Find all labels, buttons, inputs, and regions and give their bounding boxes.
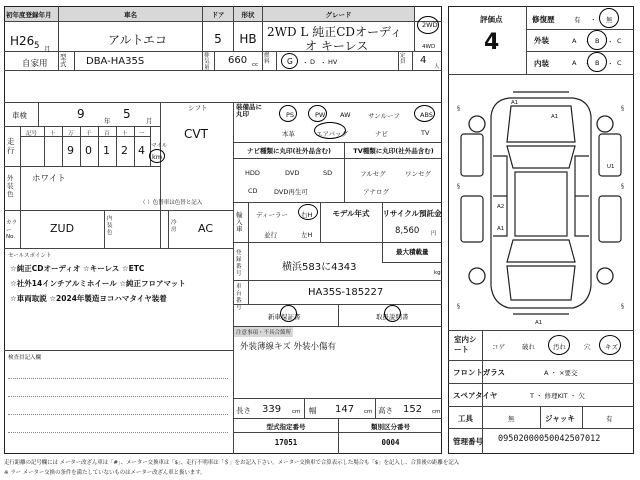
glass-value: A ・ ×要交 bbox=[544, 369, 578, 377]
shape-value: HB bbox=[239, 32, 257, 46]
import-right: 右H bbox=[301, 211, 313, 219]
seat-scratch-circle bbox=[599, 335, 621, 355]
seat-stain: 汚れ bbox=[553, 343, 566, 351]
notes-label: 注意事項・不具合箇所 bbox=[234, 327, 293, 337]
car-name-label: 車名 bbox=[59, 7, 202, 21]
place-ju-man: 十 bbox=[50, 131, 56, 137]
grade-line2: オ キーレス bbox=[305, 39, 369, 53]
int-b: B bbox=[595, 59, 600, 67]
seat-scratch: キズ bbox=[605, 343, 618, 351]
length-unit: cm bbox=[292, 409, 301, 415]
category-value: 0004 bbox=[381, 438, 400, 447]
equip-airbag-circle bbox=[314, 122, 346, 139]
equip-sunroof: サンルーフ bbox=[368, 112, 400, 120]
ext-sep2: ・ bbox=[607, 38, 614, 46]
doors-value: 5 bbox=[214, 32, 222, 46]
equip-aw: AW bbox=[340, 111, 351, 119]
damage-label-right-front: U1 bbox=[607, 164, 615, 170]
int-label: 内装 bbox=[534, 59, 549, 68]
max-load-unit: kg bbox=[434, 270, 441, 276]
place-sen: 千 bbox=[86, 131, 92, 137]
person-unit: 人 bbox=[434, 64, 440, 70]
height-label: 高さ bbox=[378, 406, 393, 415]
width-unit: cm bbox=[364, 409, 373, 415]
ext-b: B bbox=[595, 37, 600, 45]
import-dealer: ディーラー bbox=[256, 211, 288, 219]
shift-label: シフト bbox=[188, 104, 208, 112]
import-left: 左H bbox=[301, 231, 313, 239]
height-unit: cm bbox=[432, 409, 441, 415]
int-sep2: ・ bbox=[607, 60, 614, 68]
place-man: 万 bbox=[68, 131, 74, 137]
capacity-label: 定員 bbox=[400, 53, 406, 65]
import-label: 輸入車 bbox=[236, 211, 243, 233]
type-label: 型式 bbox=[60, 53, 67, 68]
mileage-digit-1: 9 bbox=[67, 144, 74, 157]
doors-label: ドア bbox=[203, 7, 233, 21]
mgmt-value: 09502000050042507012 bbox=[498, 434, 601, 444]
width-value: 147 bbox=[335, 404, 355, 415]
color-code-label: カラーNo. bbox=[6, 220, 18, 240]
inspection-year: 9 bbox=[77, 107, 85, 121]
fuel-d: D bbox=[310, 58, 316, 66]
svg-text:§: § bbox=[621, 105, 624, 112]
damage-label-front-bumper: A1 bbox=[511, 100, 519, 106]
recycle-yen: 円 bbox=[431, 231, 437, 237]
mileage-digit-3: 1 bbox=[103, 144, 110, 157]
svg-text:§: § bbox=[457, 105, 460, 112]
manual-circle bbox=[384, 305, 401, 322]
place-hyaku: 百 bbox=[104, 131, 110, 137]
repair-label: 修復歴 bbox=[532, 15, 555, 24]
shift-value: CVT bbox=[184, 127, 208, 141]
category-label: 類別区分番号 bbox=[371, 423, 410, 431]
tools-label: 工具 bbox=[458, 414, 473, 423]
drive-4wd: 4WD bbox=[422, 44, 436, 50]
capacity-value: 4 bbox=[420, 55, 427, 66]
score-value: 4 bbox=[484, 30, 500, 55]
unit-mile: マイル bbox=[151, 143, 168, 149]
displacement-label: 排気量 bbox=[204, 53, 210, 71]
int-b-circle bbox=[587, 52, 607, 72]
sales-line-3: ☆車両取説 ☆2024年製造ヨコハマタイヤ装着 bbox=[10, 294, 167, 303]
equip-airbag: エアバッグ bbox=[316, 130, 348, 138]
import-right-circle bbox=[298, 204, 318, 220]
damage-label-left-rear-2: A1 bbox=[497, 226, 505, 232]
interior-color-label: 内装色 bbox=[107, 216, 113, 236]
type-approval-label: 型式指定番号 bbox=[266, 423, 306, 431]
repair-yes: 有 bbox=[574, 16, 581, 24]
inspection-month-unit: 月 bbox=[146, 117, 153, 125]
drive-selected-circle bbox=[417, 16, 439, 34]
first-reg-label: 初年度登録年月 bbox=[5, 7, 58, 21]
notes-text: 外装薄線キズ 外装小傷有 bbox=[240, 342, 337, 352]
month-unit: 月 bbox=[44, 45, 51, 53]
exterior-note: （ ）色替車は色替と記入 bbox=[140, 200, 203, 206]
svg-text:§: § bbox=[621, 183, 624, 190]
mileage-digit-5: 4 bbox=[138, 144, 145, 157]
navi-cd: CD bbox=[248, 187, 258, 195]
color-code-value: ZUD bbox=[50, 222, 75, 235]
mileage-label: 走行 bbox=[7, 137, 15, 155]
km-selected-circle bbox=[149, 149, 165, 163]
shape-label: 形状 bbox=[234, 7, 262, 21]
fuel-g: G bbox=[287, 57, 293, 66]
tv-oneseg: ワンセグ bbox=[405, 170, 431, 178]
equip-pw-circle bbox=[308, 105, 327, 122]
chassis-value: HA35S-185227 bbox=[308, 287, 384, 298]
inspection-year-unit: 年 bbox=[104, 117, 111, 125]
navi-sd: SD bbox=[323, 169, 333, 177]
exterior-label: 外装色 bbox=[7, 174, 14, 198]
manual: 取扱説明書 bbox=[376, 313, 409, 321]
ext-b-circle bbox=[587, 30, 607, 50]
mileage-digit-4: 2 bbox=[121, 144, 128, 157]
new-warranty-circle bbox=[280, 305, 297, 322]
equip-ps-circle bbox=[279, 105, 297, 122]
equip-pw: PW bbox=[315, 111, 326, 119]
fuel-sep1: ・ bbox=[302, 59, 309, 67]
repair-no: 無 bbox=[606, 16, 613, 24]
length-value: 339 bbox=[262, 404, 282, 415]
model-value: DBA-HA35S bbox=[86, 56, 145, 67]
int-sep1: ・ bbox=[584, 60, 591, 68]
ext-sep1: ・ bbox=[584, 38, 591, 46]
fuel-sep2: ・ bbox=[320, 59, 327, 67]
repair-no-circle bbox=[599, 8, 619, 28]
use-label: 自家用 bbox=[22, 59, 48, 69]
fuel-label: 燃料 bbox=[264, 53, 270, 65]
registration-label: 登録番号 bbox=[236, 250, 242, 277]
exterior-color: ホワイト bbox=[32, 174, 66, 184]
place-ichi: 一 bbox=[139, 131, 145, 137]
inspection-month: 5 bbox=[123, 107, 131, 121]
damage-label-hood: A1 bbox=[551, 114, 559, 120]
cc-unit: cc bbox=[252, 62, 259, 68]
unit-km: km bbox=[152, 153, 163, 161]
footer-note-1: 走行距離の記号欄には メーター改ざん車は「#」、メーター交換車は「$」、走行不明車は「＄」をお記入下さい。メーター交換車で合算表示した場合も「$」を記入し、合算後の距離を記入 bbox=[4, 460, 460, 466]
ac-value: AC bbox=[198, 222, 214, 235]
glass-label: フロントガラス bbox=[453, 368, 506, 377]
jack-value: 有 bbox=[606, 415, 613, 423]
max-load-label: 最大積載量 bbox=[396, 248, 429, 256]
fuel-hv: HV bbox=[328, 58, 338, 66]
damage-label-left-rear: A2 bbox=[497, 204, 505, 210]
int-a: A bbox=[572, 59, 577, 67]
length-label: 長さ bbox=[236, 406, 251, 415]
first-reg-month: 5 bbox=[34, 41, 40, 51]
svg-text:§: § bbox=[457, 303, 460, 310]
sales-line-2: ☆社外14インチアルミホイール ☆純正フロアマット bbox=[10, 279, 186, 288]
repair-sep: ・ bbox=[590, 16, 597, 24]
inspector-label: 検査員記入欄 bbox=[8, 355, 42, 361]
navi-dvd-play: DVD再生可 bbox=[274, 188, 308, 196]
int-c: C bbox=[617, 59, 622, 67]
ext-label: 外装 bbox=[534, 36, 549, 45]
tv-title: TV種類に丸印(社外品含む) bbox=[353, 147, 434, 155]
svg-text:§: § bbox=[621, 303, 624, 310]
model-year-label: モデル年式 bbox=[332, 209, 370, 218]
chassis-label: 車台番号 bbox=[236, 284, 242, 311]
recycle-label: リサイクル預託金 bbox=[382, 209, 442, 218]
drive-2wd: 2WD bbox=[422, 21, 438, 29]
seat-tear: 破れ bbox=[522, 343, 535, 351]
score-label: 評価点 bbox=[480, 15, 503, 24]
new-warranty: 新車保証書 bbox=[268, 313, 301, 321]
mileage-digit-2: 0 bbox=[85, 144, 92, 157]
sales-points-label: セールスポイント bbox=[8, 253, 52, 259]
seat-stain-circle bbox=[548, 335, 570, 355]
car-damage-diagram bbox=[449, 76, 633, 330]
ext-a: A bbox=[572, 37, 577, 45]
recycle-value: 8,560 bbox=[395, 226, 420, 236]
place-ju: 十 bbox=[122, 131, 128, 137]
grade-line1: 2WD L 純正CDオーディ bbox=[267, 25, 403, 39]
first-reg-era: H26 bbox=[10, 34, 35, 48]
equip-abs: ABS bbox=[420, 111, 433, 119]
damage-label-rear: A1 bbox=[535, 320, 543, 326]
spare-label: スペアタイヤ bbox=[453, 391, 498, 400]
ac-label: 冷房 bbox=[171, 220, 177, 233]
grade-label: グレード bbox=[263, 7, 414, 21]
navi-title: ナビ種類に丸印(社外品含む) bbox=[247, 147, 331, 155]
equipment-title: 装備品に丸印 bbox=[236, 103, 262, 118]
car-name: アルトエコ bbox=[108, 33, 168, 47]
seat-burn: コゲ bbox=[492, 343, 505, 351]
tv-fullseg: フルセグ bbox=[360, 170, 386, 178]
type-approval-value: 17051 bbox=[274, 438, 298, 447]
fuel-selected-circle bbox=[281, 53, 298, 69]
registration-value: 横浜583に4343 bbox=[282, 262, 357, 273]
equip-ps: PS bbox=[286, 111, 295, 119]
sales-line-1: ☆純正CDオーディオ ☆キーレス ☆ETC bbox=[10, 264, 145, 273]
displacement-value: 660 bbox=[228, 55, 248, 66]
place-kigou: 記号 bbox=[26, 131, 38, 137]
jack-label: ジャッキ bbox=[545, 414, 575, 423]
seat-label: 室内シート bbox=[454, 335, 477, 354]
navi-dvd: DVD bbox=[285, 169, 300, 177]
equip-abs-circle bbox=[414, 105, 435, 122]
spare-value: T ・ 修理KIT ・ 欠 bbox=[530, 392, 585, 400]
footer-note-2: ※ ラー メーター交換の条件を満たしていないものはメーター改ざん車と扱います。 bbox=[4, 470, 206, 476]
navi-hdd: HDD bbox=[245, 169, 260, 177]
mgmt-label: 管理番号 bbox=[453, 437, 483, 446]
equip-leather: 本革 bbox=[282, 130, 295, 138]
tv-analog: アナログ bbox=[363, 188, 389, 196]
equip-tv: TV bbox=[421, 129, 430, 137]
import-parallel: 並行 bbox=[264, 231, 277, 239]
width-label: 幅 bbox=[309, 406, 317, 415]
seat-hole: 穴 bbox=[584, 343, 591, 351]
tools-value: 無 bbox=[508, 415, 515, 423]
svg-text:§: § bbox=[457, 183, 460, 190]
equip-navi: ナビ bbox=[375, 130, 388, 138]
ext-c: C bbox=[617, 37, 622, 45]
height-value: 152 bbox=[403, 404, 423, 415]
inspection-label: 車検 bbox=[12, 111, 27, 120]
